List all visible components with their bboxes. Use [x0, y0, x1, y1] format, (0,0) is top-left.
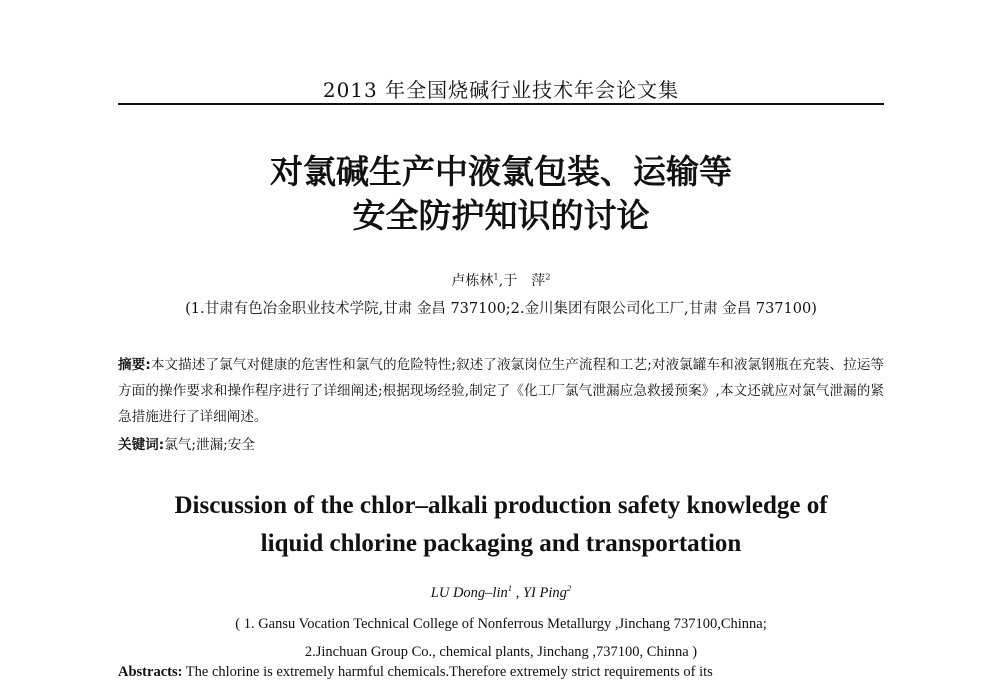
chinese-title-line-1: 对氯碱生产中液氯包装、运输等 — [270, 152, 732, 191]
english-affiliation — [118, 610, 884, 666]
author-2-mark-en: 2 — [566, 583, 572, 593]
english-title — [118, 487, 884, 563]
chinese-abstract — [118, 352, 884, 430]
chinese-keywords — [118, 433, 884, 453]
english-title-line-1: Discussion of the chlor–alkali production safety knowledge of — [174, 492, 828, 519]
abstract-label: 摘要: — [118, 357, 151, 373]
running-header: 2013 年全国烧碱行业技术年会论文集 — [322, 78, 680, 102]
author-1-mark: 1 — [493, 271, 499, 282]
author-1-mark-en: 1 — [507, 583, 513, 593]
chinese-title — [118, 150, 884, 238]
author-separator-en: , — [512, 584, 523, 601]
chinese-title-line-2: 安全防护知识的讨论 — [352, 196, 650, 235]
header-rule — [118, 103, 884, 105]
english-abstract-text: The chlorine is extremely harmful chemicals.Therefore extremely strict requirements of its — [182, 664, 713, 680]
english-abstract — [118, 664, 884, 681]
author-2-mark: 2 — [545, 271, 551, 282]
english-affiliation-line-1: ( 1. Gansu Vocation Technical College of Nonferrous Metallurgy ,Jinchang 737100,Chinna; — [235, 616, 767, 632]
author-separator: , — [498, 273, 504, 289]
english-authors — [118, 583, 884, 602]
english-title-line-2: liquid chlorine packaging and transportation — [260, 530, 742, 557]
keywords-text: 氯气;泄漏;安全 — [164, 437, 255, 453]
chinese-authors — [118, 270, 884, 290]
chinese-affiliation: (1.甘肃有色冶金职业技术学院,甘肃 金昌 737100;2.金川集团有限公司化工厂,甘肃 金昌 737100) — [185, 301, 817, 317]
abstract-text: 本文描述了氯气对健康的危害性和氯气的危险特性;叙述了液氯岗位生产流程和工艺;对液氯罐车和液氯钢瓶在充装、拉运等方面的操作要求和操作程序进行了详细阐述;根据现场经验,制定了《化工厂氯气泄漏应急救援预案》,本文还就应对氯气泄漏的紧急措施进行了详细阐述。 — [118, 357, 885, 425]
author-2-name-en: YI Ping — [522, 584, 567, 601]
author-1-name-en: LU Dong–lin — [430, 584, 508, 601]
english-abstract-label: Abstracts: — [118, 664, 183, 680]
author-1-name: 卢栋林 — [451, 273, 494, 289]
author-2-name: 于 萍 — [503, 273, 546, 289]
english-affiliation-line-2: 2.Jinchuan Group Co., chemical plants, Jinchang ,737100, Chinna ) — [304, 644, 698, 660]
keywords-label: 关键词: — [118, 437, 165, 453]
